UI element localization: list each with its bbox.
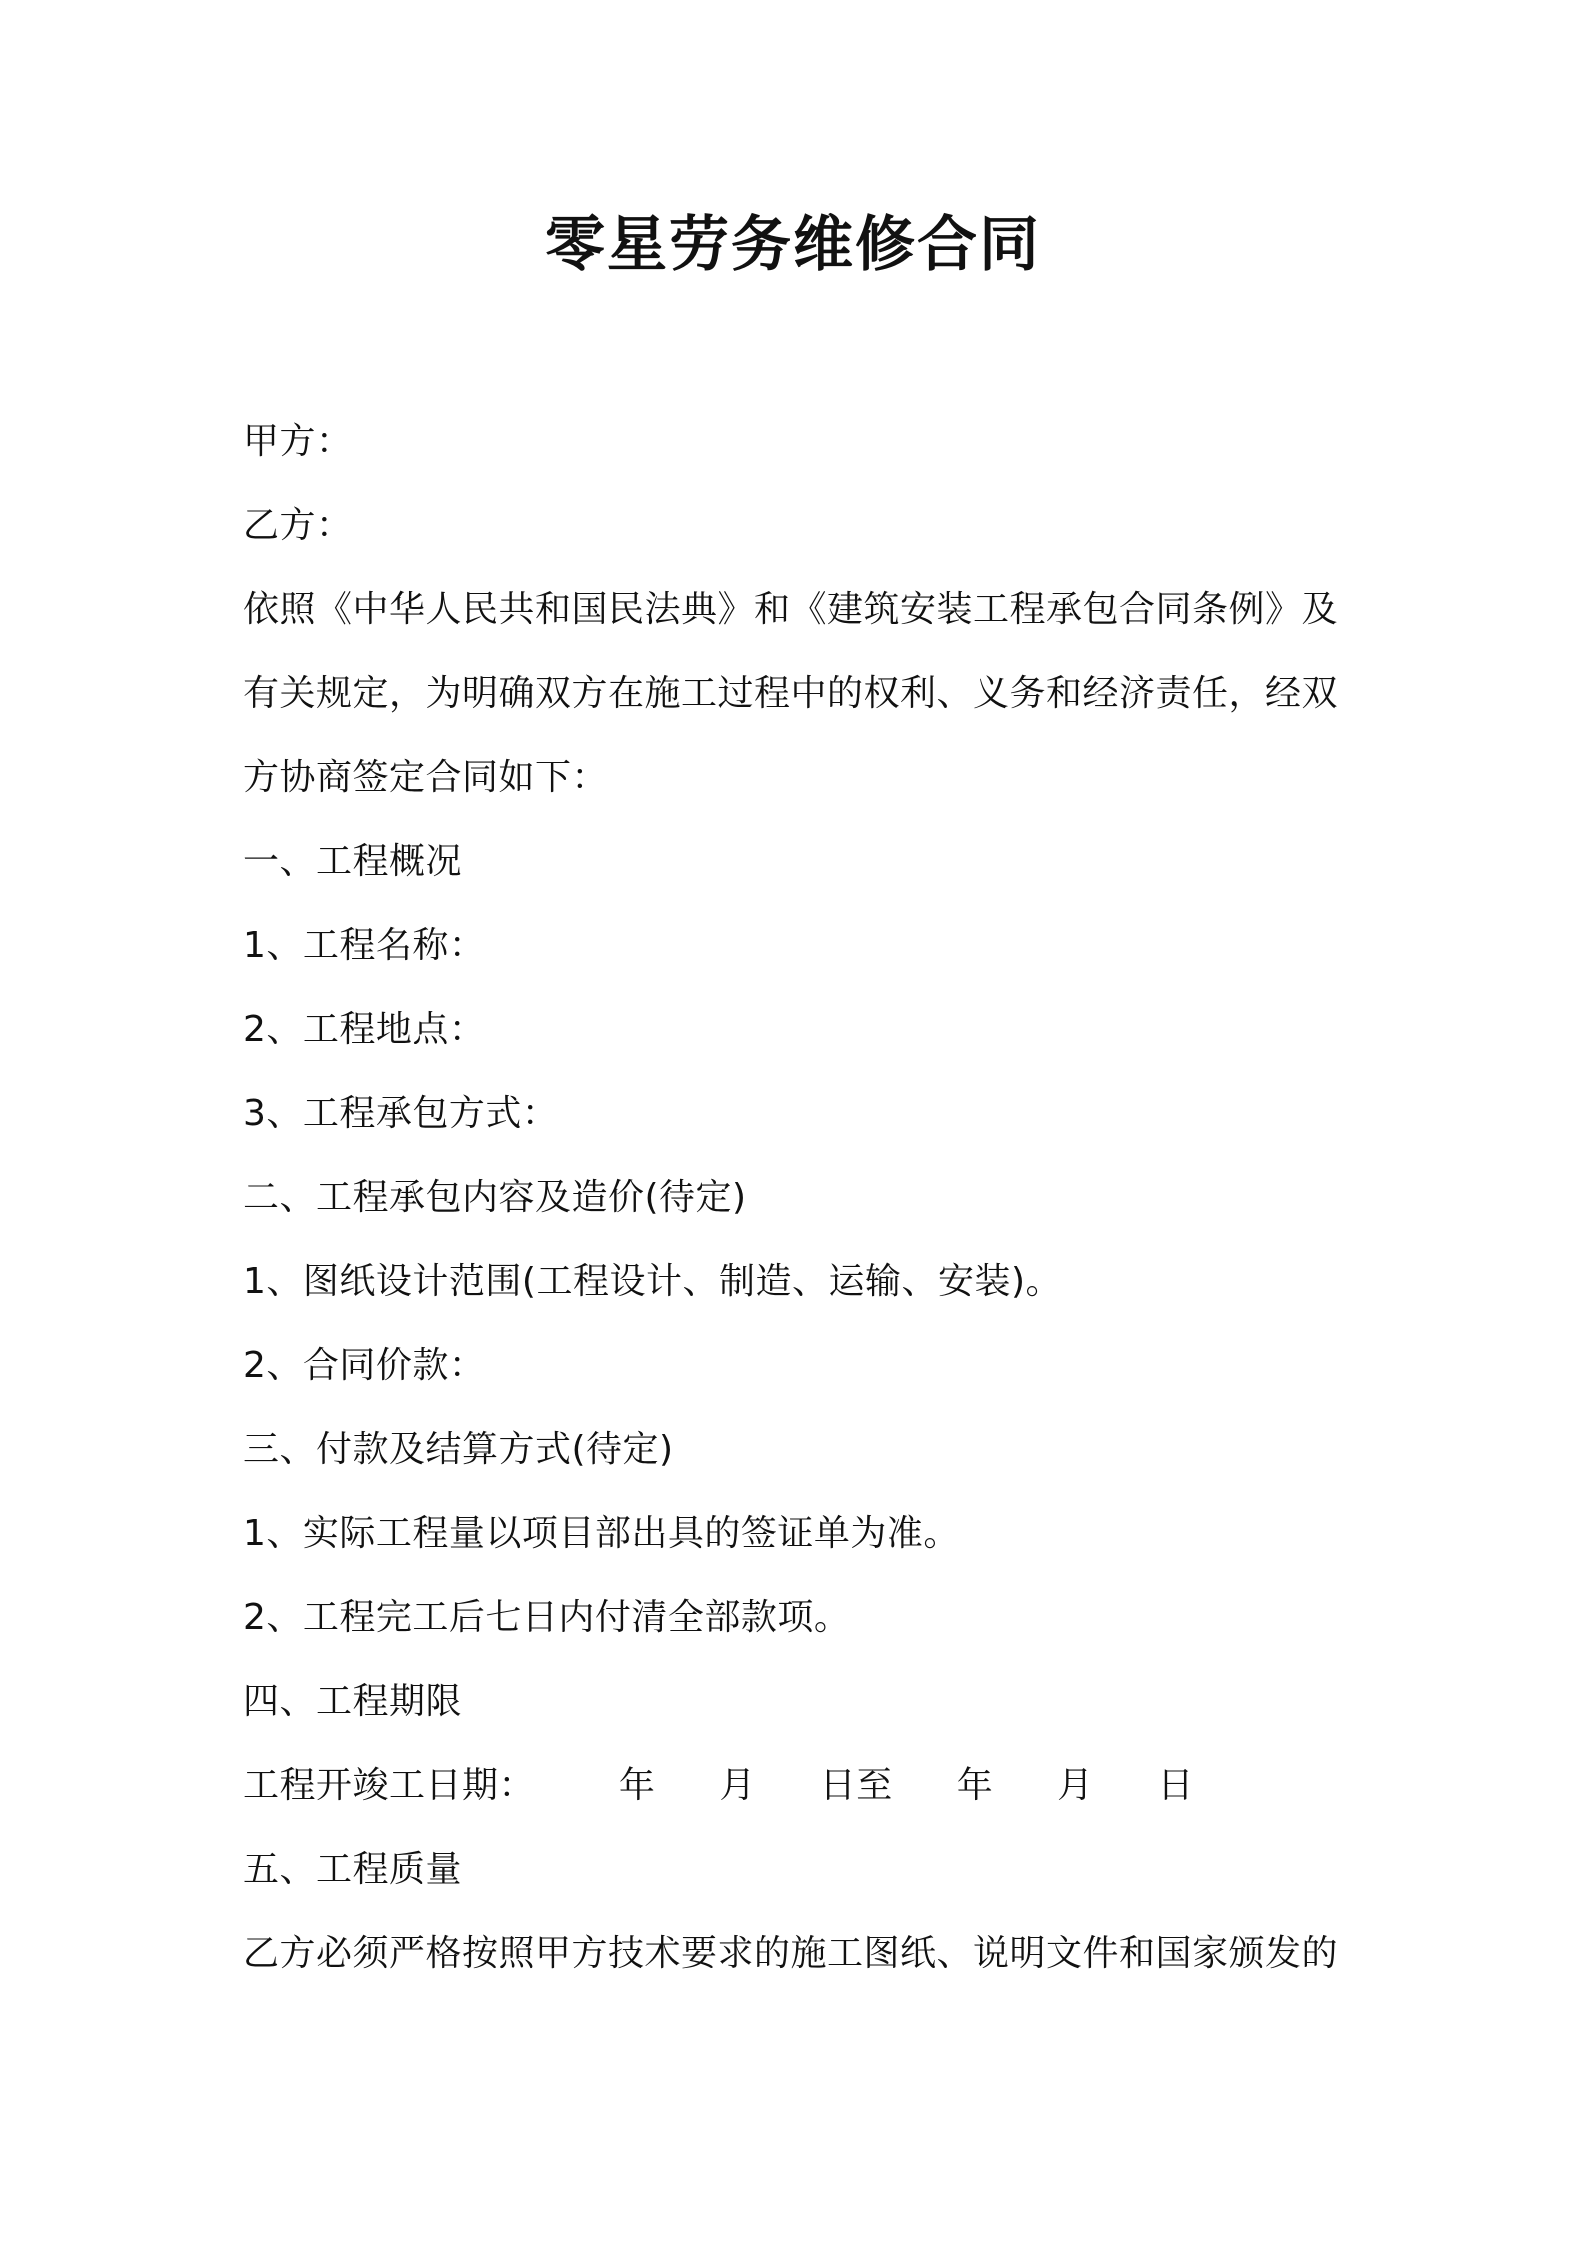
- payment-term-line: 2、工程完工后七日内付清全部款项。: [243, 1597, 851, 1638]
- document-body: [243, 400, 1363, 1996]
- date-day-to: 日至: [819, 1765, 893, 1806]
- date-year-2: 年: [956, 1765, 994, 1806]
- quantity-basis-line: 1、实际工程量以项目部出具的签证单为准。: [243, 1513, 960, 1554]
- contract-method-line: 3、工程承包方式：: [243, 1093, 559, 1134]
- section-1-heading: 一、工程概况: [243, 841, 463, 882]
- date-month-1: 月: [719, 1765, 756, 1806]
- section-2-heading: 二、工程承包内容及造价(待定): [243, 1177, 747, 1218]
- section-5-heading: 五、工程质量: [243, 1849, 463, 1890]
- document-title: 零星劳务维修合同: [545, 210, 1041, 280]
- section-4-heading: 四、工程期限: [243, 1681, 463, 1722]
- quality-line-1: 乙方必须严格按照甲方技术要求的施工图纸、说明文件和国家颁发的: [243, 1933, 1339, 1974]
- design-scope-line: 1、图纸设计范围(工程设计、制造、运输、安装)。: [243, 1261, 1062, 1302]
- section-3-heading: 三、付款及结算方式(待定): [243, 1429, 674, 1470]
- date-month-2: 月: [1057, 1765, 1094, 1806]
- date-year-1: 年: [618, 1765, 656, 1806]
- party-b-line: 乙方：: [243, 505, 353, 546]
- project-location-line: 2、工程地点：: [243, 1009, 486, 1050]
- preamble-line-1: 依照《中华人民共和国民法典》和《建筑安装工程承包合同条例》及: [243, 589, 1339, 630]
- preamble-line-3: 方协商签定合同如下：: [243, 757, 609, 798]
- contract-price-line: 2、合同价款：: [243, 1345, 486, 1386]
- preamble-line-2: 有关规定，为明确双方在施工过程中的权利、义务和经济责任，经双: [243, 673, 1339, 714]
- project-name-line: 1、工程名称：: [243, 925, 486, 966]
- date-label: 工程开竣工日期：: [243, 1765, 536, 1806]
- construction-date-line: [243, 1744, 1363, 1828]
- party-a-line: 甲方：: [243, 421, 353, 462]
- date-day-2: 日: [1157, 1765, 1195, 1806]
